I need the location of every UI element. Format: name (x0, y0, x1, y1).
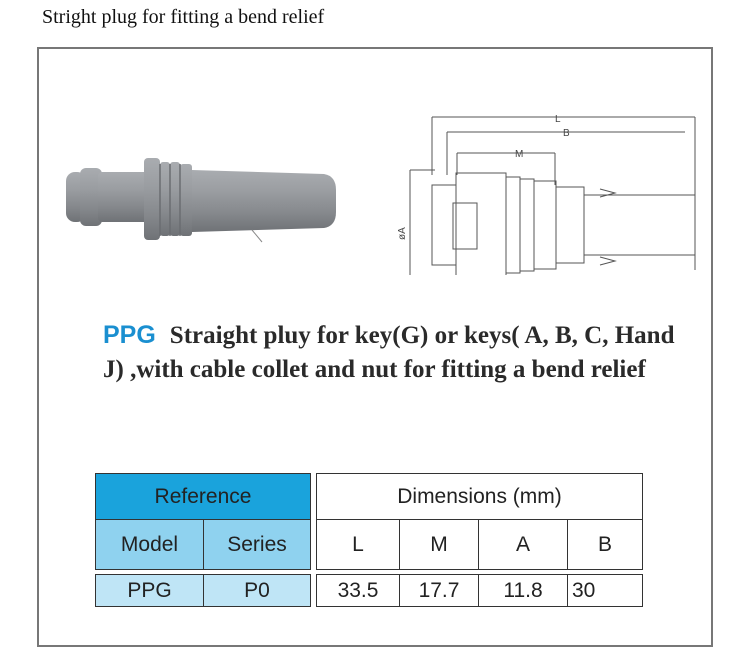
L-header: L (317, 520, 400, 570)
dim-label-A: øA (397, 227, 408, 240)
reference-header: Reference (96, 474, 311, 520)
row-L: 33.5 (317, 575, 400, 607)
row-model: PPG (96, 575, 204, 607)
plug-photo (62, 150, 352, 250)
dim-label-L: L (555, 114, 561, 125)
technical-drawing (395, 105, 705, 275)
product-code: PPG (103, 321, 156, 349)
A-header: A (479, 520, 568, 570)
row-series: P0 (204, 575, 311, 607)
series-header: Series (204, 520, 311, 570)
page-title: Stright plug for fitting a bend relief (42, 6, 325, 28)
B-header: B (568, 520, 643, 570)
row-M: 17.7 (400, 575, 479, 607)
M-header: M (400, 520, 479, 570)
product-description (103, 318, 683, 387)
model-header: Model (96, 520, 204, 570)
row-A: 11.8 (479, 575, 568, 607)
dimensions-table (95, 473, 643, 607)
description-text: Straight pluy for key(G) or keys( A, B, C, Hand J) ,with cable collet and nut for fitting a bend relief (103, 322, 675, 383)
dimensions-header: Dimensions (mm) (317, 474, 643, 520)
row-B: 30 (568, 575, 643, 607)
dim-label-B: B (563, 128, 570, 139)
dim-label-M: M (515, 149, 524, 160)
